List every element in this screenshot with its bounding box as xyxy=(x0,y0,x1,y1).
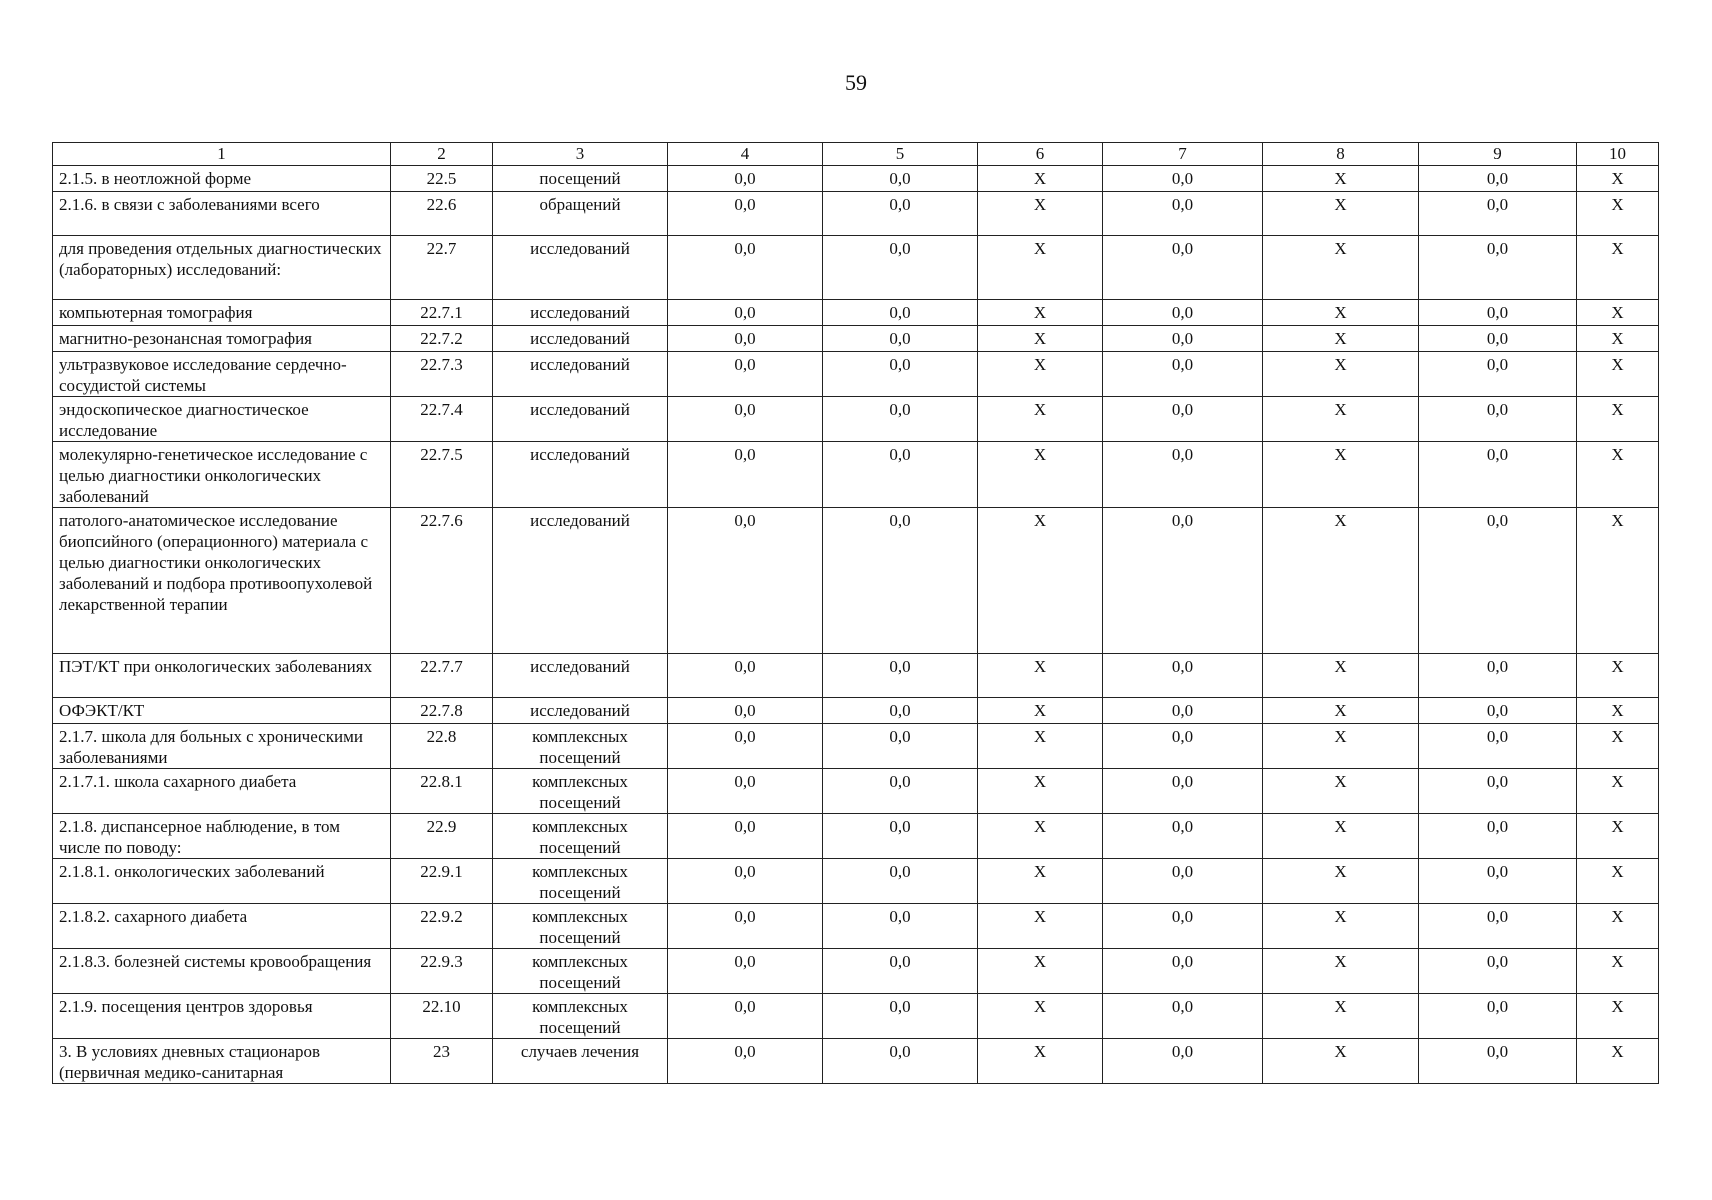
row-value-cell: 0,0 xyxy=(668,352,823,397)
row-value-cell: 0,0 xyxy=(668,994,823,1039)
row-value-cell: 0,0 xyxy=(1103,994,1263,1039)
table-row xyxy=(53,1039,1659,1084)
row-unit-cell: исследований xyxy=(493,236,668,300)
row-unit-cell: случаев лечения xyxy=(493,1039,668,1084)
row-code-cell: 22.9.3 xyxy=(391,949,493,994)
row-name-cell: ОФЭКТ/КТ xyxy=(53,698,391,724)
row-value-cell: 0,0 xyxy=(1419,352,1577,397)
row-value-cell: Х xyxy=(978,236,1103,300)
row-name-cell: 3. В условиях дневных стационаров (первичная медико-санитарная xyxy=(53,1039,391,1084)
row-value-cell: 0,0 xyxy=(1419,1039,1577,1084)
row-name-cell: ПЭТ/КТ при онкологических заболеваниях xyxy=(53,654,391,698)
column-header: 6 xyxy=(978,143,1103,166)
page-number: 59 xyxy=(845,70,867,95)
column-header: 2 xyxy=(391,143,493,166)
row-value-cell: 0,0 xyxy=(823,236,978,300)
row-code-cell: 22.7.2 xyxy=(391,326,493,352)
row-value-cell: Х xyxy=(1263,698,1419,724)
row-value-cell: 0,0 xyxy=(668,769,823,814)
column-header: 9 xyxy=(1419,143,1577,166)
row-value-cell: Х xyxy=(978,994,1103,1039)
row-value-cell: 0,0 xyxy=(1419,192,1577,236)
row-value-cell: 0,0 xyxy=(1419,236,1577,300)
row-value-cell: Х xyxy=(1577,1039,1659,1084)
column-header: 7 xyxy=(1103,143,1263,166)
row-unit-cell: комплексных посещений xyxy=(493,904,668,949)
row-value-cell: Х xyxy=(1577,352,1659,397)
row-value-cell: Х xyxy=(978,698,1103,724)
row-value-cell: Х xyxy=(1263,814,1419,859)
row-unit-cell: комплексных посещений xyxy=(493,769,668,814)
row-value-cell: Х xyxy=(1263,166,1419,192)
row-unit-cell: исследований xyxy=(493,397,668,442)
row-value-cell: 0,0 xyxy=(823,397,978,442)
row-name-cell: 2.1.8.2. сахарного диабета xyxy=(53,904,391,949)
column-header-row xyxy=(53,143,1659,166)
table-row xyxy=(53,814,1659,859)
row-value-cell: Х xyxy=(1577,236,1659,300)
row-value-cell: 0,0 xyxy=(1419,654,1577,698)
row-value-cell: Х xyxy=(978,724,1103,769)
row-unit-cell: исследований xyxy=(493,654,668,698)
row-value-cell: Х xyxy=(978,654,1103,698)
row-value-cell: Х xyxy=(978,904,1103,949)
row-value-cell: Х xyxy=(1263,904,1419,949)
row-code-cell: 22.10 xyxy=(391,994,493,1039)
row-value-cell: 0,0 xyxy=(823,192,978,236)
row-code-cell: 22.7.8 xyxy=(391,698,493,724)
row-name-cell: молекулярно-генетическое исследование с целью диагностики онкологических заболеваний xyxy=(53,442,391,508)
row-name-cell: 2.1.8. диспансерное наблюдение, в том числе по поводу: xyxy=(53,814,391,859)
row-value-cell: 0,0 xyxy=(1103,724,1263,769)
row-value-cell: Х xyxy=(978,814,1103,859)
column-header: 1 xyxy=(53,143,391,166)
row-value-cell: 0,0 xyxy=(1419,769,1577,814)
row-unit-cell: исследований xyxy=(493,508,668,654)
row-value-cell: 0,0 xyxy=(823,814,978,859)
column-header: 4 xyxy=(668,143,823,166)
row-value-cell: Х xyxy=(1577,397,1659,442)
row-unit-cell: комплексных посещений xyxy=(493,949,668,994)
table-row xyxy=(53,236,1659,300)
row-unit-cell: исследований xyxy=(493,326,668,352)
row-value-cell: Х xyxy=(1263,236,1419,300)
row-value-cell: 0,0 xyxy=(1419,166,1577,192)
row-name-cell: для проведения отдельных диагностических (лабораторных) исследований: xyxy=(53,236,391,300)
row-value-cell: 0,0 xyxy=(823,769,978,814)
row-unit-cell: исследований xyxy=(493,698,668,724)
row-unit-cell: исследований xyxy=(493,300,668,326)
row-value-cell: 0,0 xyxy=(1103,300,1263,326)
row-code-cell: 22.7.4 xyxy=(391,397,493,442)
row-value-cell: 0,0 xyxy=(1103,397,1263,442)
row-value-cell: 0,0 xyxy=(668,236,823,300)
row-value-cell: Х xyxy=(978,1039,1103,1084)
row-value-cell: Х xyxy=(1577,442,1659,508)
row-value-cell: 0,0 xyxy=(668,904,823,949)
row-value-cell: Х xyxy=(1263,1039,1419,1084)
row-value-cell: Х xyxy=(1263,724,1419,769)
row-name-cell: 2.1.9. посещения центров здоровья xyxy=(53,994,391,1039)
row-value-cell: 0,0 xyxy=(668,1039,823,1084)
row-code-cell: 23 xyxy=(391,1039,493,1084)
row-value-cell: Х xyxy=(1263,397,1419,442)
table-row xyxy=(53,352,1659,397)
table-row xyxy=(53,397,1659,442)
row-value-cell: 0,0 xyxy=(1419,300,1577,326)
row-unit-cell: обращений xyxy=(493,192,668,236)
row-value-cell: 0,0 xyxy=(1419,724,1577,769)
row-value-cell: Х xyxy=(978,166,1103,192)
row-value-cell: Х xyxy=(1263,654,1419,698)
row-value-cell: 0,0 xyxy=(1103,1039,1263,1084)
row-name-cell: 2.1.5. в неотложной форме xyxy=(53,166,391,192)
row-code-cell: 22.7.6 xyxy=(391,508,493,654)
row-value-cell: Х xyxy=(1263,192,1419,236)
row-unit-cell: исследований xyxy=(493,442,668,508)
table-row xyxy=(53,326,1659,352)
table-body xyxy=(53,143,1659,1084)
row-name-cell: эндоскопическое диагностическое исследование xyxy=(53,397,391,442)
row-name-cell: 2.1.8.1. онкологических заболеваний xyxy=(53,859,391,904)
table-row xyxy=(53,724,1659,769)
row-value-cell: Х xyxy=(978,300,1103,326)
row-value-cell: 0,0 xyxy=(1419,698,1577,724)
row-value-cell: Х xyxy=(1577,814,1659,859)
row-value-cell: 0,0 xyxy=(668,300,823,326)
row-name-cell: патолого-анатомическое исследование биопсийного (операционного) материала с целью диагностики онкологических заболеваний и подбора противоопухолевой лекарственной терапии xyxy=(53,508,391,654)
row-value-cell: 0,0 xyxy=(1419,442,1577,508)
row-value-cell: Х xyxy=(978,859,1103,904)
row-value-cell: 0,0 xyxy=(823,508,978,654)
row-value-cell: 0,0 xyxy=(823,949,978,994)
row-name-cell: 2.1.7. школа для больных с хроническими заболеваниями xyxy=(53,724,391,769)
row-value-cell: Х xyxy=(1577,994,1659,1039)
table-row xyxy=(53,769,1659,814)
row-value-cell: 0,0 xyxy=(823,442,978,508)
row-value-cell: Х xyxy=(1577,949,1659,994)
row-value-cell: Х xyxy=(1263,442,1419,508)
row-unit-cell: посещений xyxy=(493,166,668,192)
row-unit-cell: комплексных посещений xyxy=(493,859,668,904)
row-code-cell: 22.6 xyxy=(391,192,493,236)
row-value-cell: 0,0 xyxy=(823,352,978,397)
row-value-cell: Х xyxy=(1263,769,1419,814)
row-value-cell: 0,0 xyxy=(823,166,978,192)
table-row xyxy=(53,698,1659,724)
row-value-cell: Х xyxy=(1577,654,1659,698)
row-code-cell: 22.7 xyxy=(391,236,493,300)
row-value-cell: Х xyxy=(1263,326,1419,352)
row-name-cell: 2.1.7.1. школа сахарного диабета xyxy=(53,769,391,814)
row-value-cell: 0,0 xyxy=(1419,994,1577,1039)
table-row xyxy=(53,442,1659,508)
column-header: 5 xyxy=(823,143,978,166)
row-value-cell: 0,0 xyxy=(1419,397,1577,442)
table-row xyxy=(53,166,1659,192)
row-unit-cell: исследований xyxy=(493,352,668,397)
row-value-cell: 0,0 xyxy=(1103,508,1263,654)
row-value-cell: Х xyxy=(1577,192,1659,236)
row-unit-cell: комплексных посещений xyxy=(493,994,668,1039)
row-value-cell: Х xyxy=(1577,698,1659,724)
row-value-cell: 0,0 xyxy=(1419,326,1577,352)
row-value-cell: Х xyxy=(1263,352,1419,397)
row-name-cell: 2.1.8.3. болезней системы кровообращения xyxy=(53,949,391,994)
row-value-cell: 0,0 xyxy=(1103,166,1263,192)
table-row xyxy=(53,949,1659,994)
column-header: 10 xyxy=(1577,143,1659,166)
row-code-cell: 22.7.5 xyxy=(391,442,493,508)
row-value-cell: Х xyxy=(978,352,1103,397)
table-row xyxy=(53,300,1659,326)
row-value-cell: 0,0 xyxy=(1103,236,1263,300)
row-value-cell: 0,0 xyxy=(1419,508,1577,654)
row-code-cell: 22.9.1 xyxy=(391,859,493,904)
row-value-cell: 0,0 xyxy=(823,698,978,724)
row-code-cell: 22.9 xyxy=(391,814,493,859)
row-name-cell: компьютерная томография xyxy=(53,300,391,326)
row-value-cell: 0,0 xyxy=(1103,949,1263,994)
row-value-cell: Х xyxy=(1263,949,1419,994)
row-value-cell: 0,0 xyxy=(1103,442,1263,508)
data-table xyxy=(52,142,1659,1084)
table-row xyxy=(53,859,1659,904)
table-row xyxy=(53,508,1659,654)
row-value-cell: 0,0 xyxy=(1103,326,1263,352)
row-value-cell: 0,0 xyxy=(1103,352,1263,397)
row-value-cell: Х xyxy=(978,442,1103,508)
table-row xyxy=(53,192,1659,236)
row-value-cell: Х xyxy=(1577,724,1659,769)
row-value-cell: 0,0 xyxy=(1103,192,1263,236)
row-value-cell: Х xyxy=(1577,326,1659,352)
row-value-cell: 0,0 xyxy=(668,192,823,236)
row-value-cell: 0,0 xyxy=(668,814,823,859)
row-value-cell: Х xyxy=(1577,300,1659,326)
row-value-cell: Х xyxy=(1577,508,1659,654)
row-value-cell: 0,0 xyxy=(668,166,823,192)
row-unit-cell: комплексных посещений xyxy=(493,814,668,859)
row-name-cell: магнитно-резонансная томография xyxy=(53,326,391,352)
row-unit-cell: комплексных посещений xyxy=(493,724,668,769)
row-value-cell: 0,0 xyxy=(823,326,978,352)
row-value-cell: 0,0 xyxy=(823,1039,978,1084)
row-value-cell: 0,0 xyxy=(668,397,823,442)
row-value-cell: 0,0 xyxy=(1103,769,1263,814)
row-name-cell: 2.1.6. в связи с заболеваниями всего xyxy=(53,192,391,236)
row-value-cell: 0,0 xyxy=(823,859,978,904)
row-value-cell: 0,0 xyxy=(823,994,978,1039)
row-value-cell: Х xyxy=(1577,166,1659,192)
row-code-cell: 22.7.3 xyxy=(391,352,493,397)
row-value-cell: 0,0 xyxy=(668,859,823,904)
row-value-cell: Х xyxy=(1263,859,1419,904)
row-value-cell: 0,0 xyxy=(1103,814,1263,859)
table-row xyxy=(53,994,1659,1039)
row-value-cell: 0,0 xyxy=(1419,904,1577,949)
row-value-cell: 0,0 xyxy=(823,904,978,949)
row-value-cell: 0,0 xyxy=(668,949,823,994)
row-value-cell: 0,0 xyxy=(823,300,978,326)
row-value-cell: Х xyxy=(978,192,1103,236)
row-value-cell: 0,0 xyxy=(823,724,978,769)
row-value-cell: Х xyxy=(978,326,1103,352)
row-value-cell: 0,0 xyxy=(1103,654,1263,698)
row-code-cell: 22.8.1 xyxy=(391,769,493,814)
row-value-cell: Х xyxy=(1577,769,1659,814)
row-code-cell: 22.7.1 xyxy=(391,300,493,326)
row-value-cell: 0,0 xyxy=(668,442,823,508)
row-value-cell: Х xyxy=(978,949,1103,994)
row-value-cell: Х xyxy=(1263,508,1419,654)
column-header: 8 xyxy=(1263,143,1419,166)
row-value-cell: 0,0 xyxy=(1419,859,1577,904)
row-value-cell: Х xyxy=(978,508,1103,654)
row-value-cell: 0,0 xyxy=(668,654,823,698)
row-value-cell: 0,0 xyxy=(668,326,823,352)
table-row xyxy=(53,654,1659,698)
row-name-cell: ультразвуковое исследование сердечно-сосудистой системы xyxy=(53,352,391,397)
row-value-cell: 0,0 xyxy=(1103,859,1263,904)
row-code-cell: 22.5 xyxy=(391,166,493,192)
row-value-cell: Х xyxy=(1263,300,1419,326)
column-header: 3 xyxy=(493,143,668,166)
row-code-cell: 22.8 xyxy=(391,724,493,769)
row-value-cell: Х xyxy=(978,769,1103,814)
table-row xyxy=(53,904,1659,949)
row-code-cell: 22.7.7 xyxy=(391,654,493,698)
row-value-cell: Х xyxy=(978,397,1103,442)
row-value-cell: Х xyxy=(1577,859,1659,904)
row-value-cell: 0,0 xyxy=(668,508,823,654)
row-value-cell: Х xyxy=(1263,994,1419,1039)
row-value-cell: 0,0 xyxy=(668,698,823,724)
row-value-cell: 0,0 xyxy=(1103,698,1263,724)
row-value-cell: 0,0 xyxy=(1103,904,1263,949)
row-value-cell: 0,0 xyxy=(668,724,823,769)
row-value-cell: 0,0 xyxy=(823,654,978,698)
row-value-cell: 0,0 xyxy=(1419,949,1577,994)
row-value-cell: Х xyxy=(1577,904,1659,949)
row-code-cell: 22.9.2 xyxy=(391,904,493,949)
row-value-cell: 0,0 xyxy=(1419,814,1577,859)
